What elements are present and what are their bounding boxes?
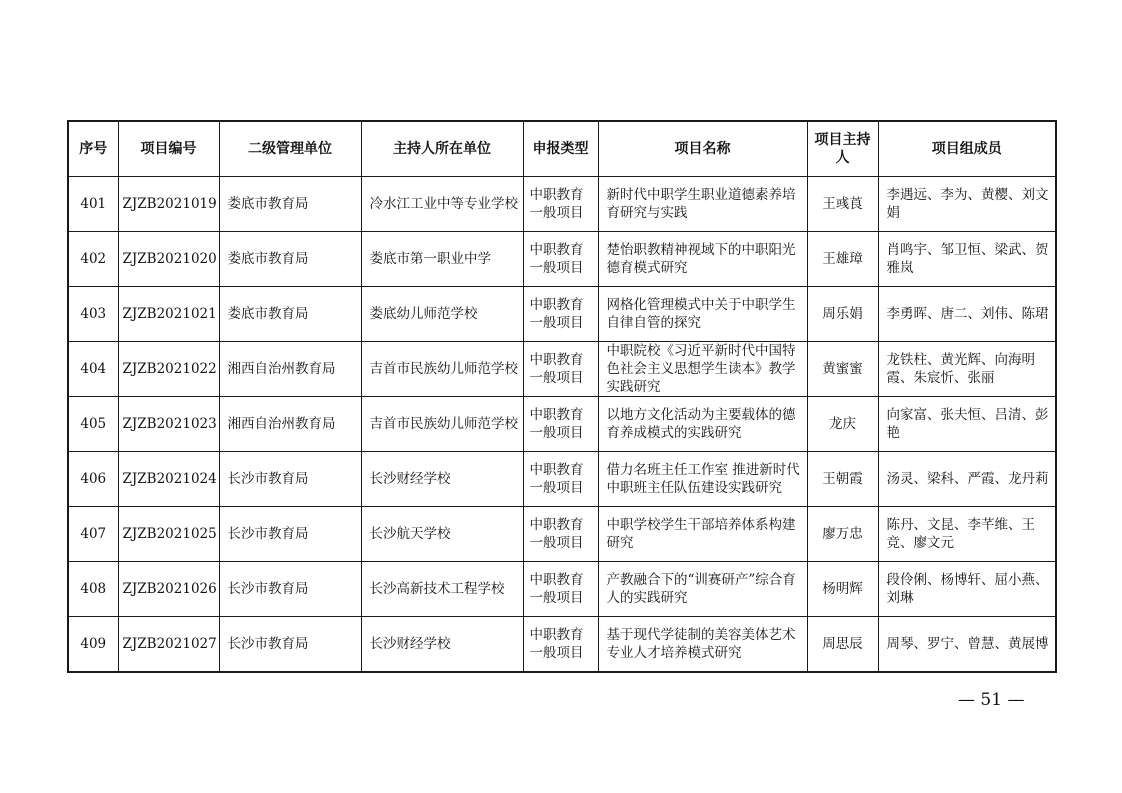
cell-project-host: 龙庆 <box>807 397 878 452</box>
header-members: 项目组成员 <box>878 121 1056 177</box>
cell-application-type: 中职教育一般项目 <box>523 342 598 397</box>
cell-project-host: 王彧莨 <box>807 177 878 232</box>
cell-application-type: 中职教育一般项目 <box>523 562 598 617</box>
table-body <box>68 177 1056 673</box>
cell-application-type: 中职教育一般项目 <box>523 177 598 232</box>
header-code: 项目编号 <box>118 121 219 177</box>
cell-management-unit: 长沙市教育局 <box>219 507 361 562</box>
table-row <box>68 232 1056 287</box>
cell-project-code: ZJZB2021020 <box>118 232 219 287</box>
cell-project-name: 中职学校学生干部培养体系构建研究 <box>598 507 807 562</box>
cell-project-host: 周乐娟 <box>807 287 878 342</box>
cell-project-code: ZJZB2021026 <box>118 562 219 617</box>
cell-application-type: 中职教育一般项目 <box>523 397 598 452</box>
cell-seq: 403 <box>68 287 118 342</box>
cell-management-unit: 娄底市教育局 <box>219 287 361 342</box>
cell-seq: 409 <box>68 617 118 673</box>
cell-project-code: ZJZB2021027 <box>118 617 219 673</box>
cell-host-organization: 长沙财经学校 <box>361 617 523 673</box>
cell-application-type: 中职教育一般项目 <box>523 232 598 287</box>
cell-team-members: 陈丹、文昆、李芊维、王竞、廖文元 <box>878 507 1056 562</box>
cell-management-unit: 娄底市教育局 <box>219 177 361 232</box>
cell-team-members: 李遇远、李为、黄樱、刘文娟 <box>878 177 1056 232</box>
header-host-org: 主持人所在单位 <box>361 121 523 177</box>
cell-project-code: ZJZB2021022 <box>118 342 219 397</box>
cell-host-organization: 长沙财经学校 <box>361 452 523 507</box>
cell-host-organization: 长沙高新技术工程学校 <box>361 562 523 617</box>
table-header-row <box>68 121 1056 177</box>
table-row <box>68 342 1056 397</box>
table-row <box>68 177 1056 232</box>
cell-management-unit: 长沙市教育局 <box>219 562 361 617</box>
cell-project-code: ZJZB2021023 <box>118 397 219 452</box>
header-unit: 二级管理单位 <box>219 121 361 177</box>
cell-project-code: ZJZB2021021 <box>118 287 219 342</box>
cell-management-unit: 长沙市教育局 <box>219 452 361 507</box>
cell-management-unit: 娄底市教育局 <box>219 232 361 287</box>
cell-team-members: 汤灵、梁科、严霞、龙丹莉 <box>878 452 1056 507</box>
cell-project-name: 产教融合下的“训赛研产”综合育人的实践研究 <box>598 562 807 617</box>
cell-application-type: 中职教育一般项目 <box>523 617 598 673</box>
project-table <box>67 120 1057 673</box>
cell-management-unit: 长沙市教育局 <box>219 617 361 673</box>
cell-seq: 406 <box>68 452 118 507</box>
cell-team-members: 龙铁柱、黄光辉、向海明霞、朱宸忻、张丽 <box>878 342 1056 397</box>
cell-project-host: 杨明辉 <box>807 562 878 617</box>
cell-seq: 405 <box>68 397 118 452</box>
header-seq: 序号 <box>68 121 118 177</box>
cell-host-organization: 娄底市第一职业中学 <box>361 232 523 287</box>
cell-project-code: ZJZB2021025 <box>118 507 219 562</box>
cell-project-name: 新时代中职学生职业道德素养培育研究与实践 <box>598 177 807 232</box>
cell-application-type: 中职教育一般项目 <box>523 452 598 507</box>
cell-project-host: 王雄璋 <box>807 232 878 287</box>
cell-host-organization: 娄底幼儿师范学校 <box>361 287 523 342</box>
cell-host-organization: 长沙航天学校 <box>361 507 523 562</box>
cell-project-name: 借力名班主任工作室 推进新时代中职班主任队伍建设实践研究 <box>598 452 807 507</box>
cell-host-organization: 吉首市民族幼儿师范学校 <box>361 342 523 397</box>
cell-team-members: 李勇晖、唐二、刘伟、陈珺 <box>878 287 1056 342</box>
cell-project-name: 基于现代学徒制的美容美体艺术专业人才培养模式研究 <box>598 617 807 673</box>
cell-project-code: ZJZB2021024 <box>118 452 219 507</box>
table-row <box>68 617 1056 673</box>
header-host: 项目主持人 <box>807 121 878 177</box>
cell-project-name: 楚怡职教精神视域下的中职阳光德育模式研究 <box>598 232 807 287</box>
cell-seq: 404 <box>68 342 118 397</box>
table-row <box>68 397 1056 452</box>
cell-seq: 401 <box>68 177 118 232</box>
cell-project-host: 王朝霞 <box>807 452 878 507</box>
table-row <box>68 452 1056 507</box>
cell-project-name: 网格化管理模式中关于中职学生自律自管的探究 <box>598 287 807 342</box>
cell-team-members: 肖鸣宇、邹卫恒、梁武、贺雅岚 <box>878 232 1056 287</box>
cell-seq: 402 <box>68 232 118 287</box>
cell-seq: 407 <box>68 507 118 562</box>
table-row <box>68 287 1056 342</box>
cell-team-members: 周琴、罗宁、曾慧、黄展博 <box>878 617 1056 673</box>
header-name: 项目名称 <box>598 121 807 177</box>
cell-host-organization: 吉首市民族幼儿师范学校 <box>361 397 523 452</box>
cell-project-host: 周思辰 <box>807 617 878 673</box>
cell-host-organization: 冷水江工业中等专业学校 <box>361 177 523 232</box>
cell-project-host: 廖万忠 <box>807 507 878 562</box>
cell-team-members: 向家富、张夫恒、吕清、彭艳 <box>878 397 1056 452</box>
cell-seq: 408 <box>68 562 118 617</box>
table-row <box>68 507 1056 562</box>
cell-application-type: 中职教育一般项目 <box>523 507 598 562</box>
cell-application-type: 中职教育一般项目 <box>523 287 598 342</box>
cell-management-unit: 湘西自治州教育局 <box>219 342 361 397</box>
page-number: — 51 — <box>958 690 1025 710</box>
cell-project-name: 中职院校《习近平新时代中国特色社会主义思想学生读本》教学实践研究 <box>598 342 807 397</box>
table-row <box>68 562 1056 617</box>
cell-team-members: 段伶俐、杨博轩、屈小燕、刘琳 <box>878 562 1056 617</box>
cell-project-host: 黄蜜蜜 <box>807 342 878 397</box>
cell-management-unit: 湘西自治州教育局 <box>219 397 361 452</box>
cell-project-name: 以地方文化活动为主要载体的德育养成模式的实践研究 <box>598 397 807 452</box>
header-type: 申报类型 <box>523 121 598 177</box>
cell-project-code: ZJZB2021019 <box>118 177 219 232</box>
